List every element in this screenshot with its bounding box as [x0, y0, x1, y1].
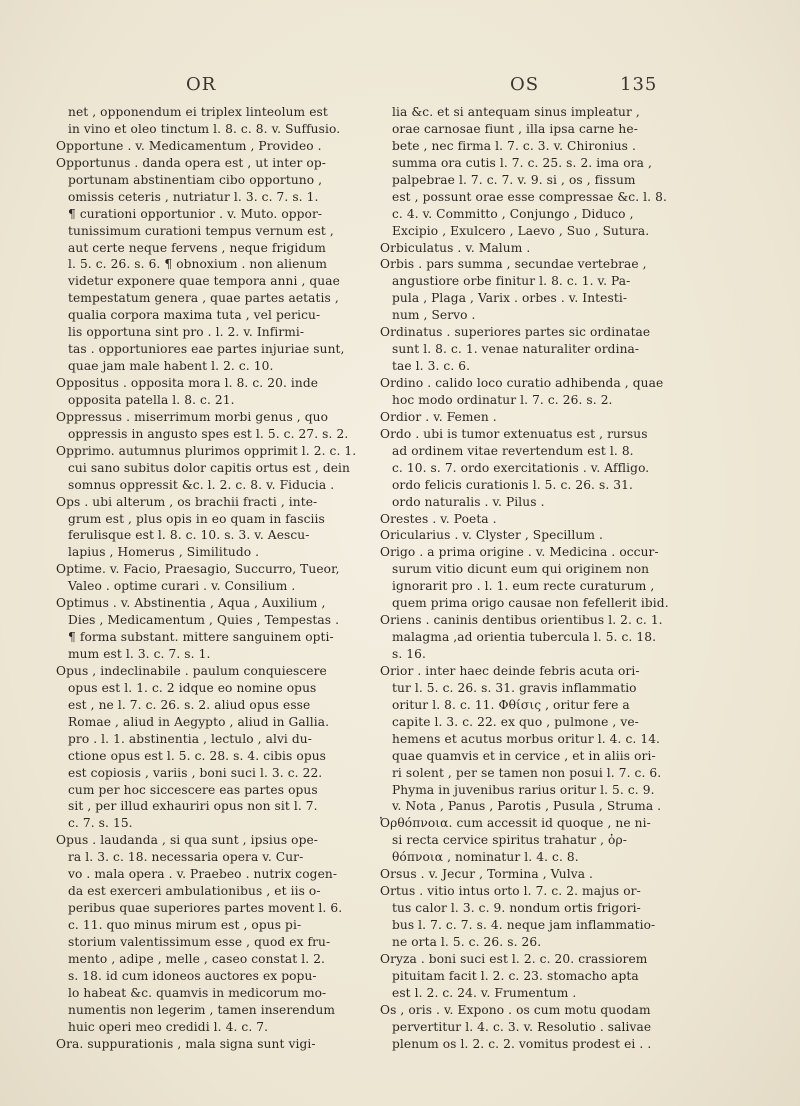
- text-line: ordo felicis curationis l. 5. c. 26. s. 31.: [392, 477, 633, 492]
- text-line: Optime. v. Facio, Praesagio, Succurro, Tueor,: [56, 562, 340, 577]
- text-line: Valeo . optime curari . v. Consilium .: [68, 579, 296, 594]
- text-line: somnus oppressit &c. l. 2. c. 8. v. Fiducia .: [68, 477, 335, 492]
- text-line: Opus , indeclinabile . paulum conquiescere: [56, 663, 327, 678]
- text-line: sunt l. 8. c. 1. venae naturaliter ordina-: [392, 342, 640, 357]
- text-line: Orior . inter haec deinde febris acuta ori-: [380, 663, 640, 678]
- text-line: Opportunus . danda opera est , ut inter op-: [56, 155, 326, 170]
- text-line: orae carnosae fiunt , illa ipsa carne he-: [392, 121, 638, 136]
- text-line: opus est l. 1. c. 2 idque eo nomine opus: [68, 680, 317, 695]
- text-line: pervertitur l. 4. c. 3. v. Resolutio . salivae: [392, 1019, 652, 1034]
- text-line: quae quamvis et in cervice , et in aliis ori-: [392, 748, 656, 763]
- text-line: ¶ curationi opportunior . v. Muto. oppor-: [68, 206, 323, 221]
- text-line: Phyma in juvenibus rarius oritur l. 5. c. 9.: [392, 782, 655, 797]
- text-line: Oppressus . miserrimum morbi genus , quo: [56, 409, 329, 424]
- text-line: Ordior . v. Femen .: [380, 409, 497, 424]
- text-line: pula , Plaga , Varix . orbes . v. Intesti-: [392, 291, 628, 306]
- text-line: capite l. 3. c. 22. ex quo , pulmone , ve-: [392, 714, 639, 729]
- text-line: tempestatum genera , quae partes aetatis ,: [68, 291, 339, 306]
- text-line: hemens et acutus morbus oritur l. 4. c. 14.: [392, 731, 661, 746]
- text-line: Optimus . v. Abstinentia , Aqua , Auxilium ,: [56, 596, 326, 611]
- text-line: lia &c. et si antequam sinus impleatur ,: [392, 105, 640, 119]
- text-line: angustiore orbe finitur l. 8. c. 1. v. Pa-: [392, 274, 631, 289]
- text-line: ctione opus est l. 5. c. 28. s. 4. cibis opus: [68, 748, 327, 763]
- text-line: Orsus . v. Jecur , Tormina , Vulva .: [380, 867, 594, 882]
- text-line: Romae , aliud in Aegypto , aliud in Gallia.: [68, 714, 330, 729]
- text-line: oppressis in angusto spes est l. 5. c. 27. s. 2.: [68, 426, 349, 441]
- text-line: quem prima origo causae non fefellerit ibid.: [392, 596, 669, 611]
- text-line: c. 10. s. 7. ordo exercitationis . v. Affligo.: [392, 460, 650, 475]
- text-line: Ora. suppurationis , mala signa sunt vigi-: [56, 1036, 316, 1051]
- text-line: lis opportuna sint pro . l. 2. v. Infirmi-: [68, 325, 305, 340]
- text-line: malagma ,ad orientia tubercula l. 5. c. 18.: [392, 630, 657, 645]
- text-line: Opprimo. autumnus plurimos opprimit l. 2. c. 1.: [56, 443, 357, 458]
- text-line: tae l. 3. c. 6.: [392, 359, 471, 374]
- text-line: ra l. 3. c. 18. necessaria opera v. Cur-: [68, 850, 304, 865]
- text-line: Orbis . pars summa , secundae vertebrae ,: [380, 257, 647, 272]
- text-line: Ortus . vitio intus orto l. 7. c. 2. majus or-: [380, 884, 641, 899]
- text-line: ignorarit pro . l. 1. eum recte curaturum ,: [392, 579, 655, 594]
- text-line: ri solent , per se tamen non posui l. 7. c. 6.: [392, 765, 662, 780]
- header-left-word: OR: [186, 74, 217, 95]
- text-line: qualia corpora maxima tuta , vel pericu-: [68, 308, 321, 323]
- text-line: num , Servo .: [392, 308, 476, 323]
- text-line: Oryza . boni suci est l. 2. c. 20. crassiorem: [380, 951, 648, 966]
- text-line: Ordino . calido loco curatio adhibenda , quae: [380, 376, 664, 390]
- text-line: mum est l. 3. c. 7. s. 1.: [68, 647, 211, 661]
- text-line: peribus quae superiores partes movent l. 6.: [68, 901, 343, 916]
- text-line: Dies , Medicamentum , Quies , Tempestas .: [68, 613, 340, 628]
- text-line: tas . opportuniores eae partes injuriae sunt,: [68, 342, 345, 357]
- text-line: c. 11. quo minus mirum est , opus pi-: [68, 918, 302, 932]
- text-line: si recta cervice spiritus trahatur , ὀρ-: [392, 833, 627, 848]
- text-line: numentis non legerim , tamen inserendum: [68, 1002, 336, 1017]
- text-line: Ὀρθόπνοια. cum accessit id quoque , ne ni-: [380, 816, 651, 831]
- text-line: s. 16.: [392, 647, 426, 661]
- text-line: oritur l. 8. c. 11. Φθίσις , oritur fere a: [392, 697, 630, 712]
- text-line: portunam abstinentiam cibo opportuno ,: [68, 172, 323, 187]
- text-line: Opus . laudanda , si qua sunt , ipsius ope-: [56, 833, 319, 848]
- text-line: hoc modo ordinatur l. 7. c. 26. s. 2.: [392, 392, 613, 407]
- text-line: cui sano subitus dolor capitis ortus est , dein: [68, 460, 350, 475]
- text-line: grum est , plus opis in eo quam in fasciis: [68, 511, 325, 526]
- text-line: videtur exponere quae tempora anni , quae: [68, 274, 340, 289]
- text-line: cum per hoc siccescere eas partes opus: [68, 782, 318, 797]
- text-line: vo . mala opera . v. Praebeo . nutrix cogen-: [68, 867, 338, 882]
- text-line: pro . l. 1. abstinentia , lectulo , alvi du-: [68, 731, 312, 746]
- text-line: lapius , Homerus , Similitudo .: [68, 545, 260, 560]
- text-line: ordo naturalis . v. Pilus .: [392, 494, 545, 509]
- text-line: surum vitio dicunt eum qui originem non: [392, 562, 650, 577]
- text-line: Orestes . v. Poeta .: [380, 511, 497, 526]
- text-line: v. Nota , Panus , Parotis , Pusula , Struma .: [392, 799, 662, 814]
- text-line: Ordo . ubi is tumor extenuatus est , rursus: [380, 426, 648, 441]
- text-line: tur l. 5. c. 26. s. 31. gravis inflammatio: [392, 680, 637, 695]
- text-line: est , ne l. 7. c. 26. s. 2. aliud opus esse: [68, 697, 311, 712]
- text-line: θόπνοια , nominatur l. 4. c. 8.: [392, 850, 579, 865]
- text-line: ne orta l. 5. c. 26. s. 26.: [392, 934, 542, 949]
- text-line: est , possunt orae esse compressae &c. l. 8.: [392, 189, 667, 204]
- text-line: Ordinatus . superiores partes sic ordinatae: [380, 325, 651, 340]
- text-line: Os , oris . v. Expono . os cum motu quodam: [380, 1002, 651, 1017]
- text-line: da est exerceri ambulationibus , et iis o-: [68, 884, 321, 899]
- text-line: Origo . a prima origine . v. Medicina . occur-: [380, 545, 659, 560]
- left-column: [56, 104, 374, 1053]
- text-line: ad ordinem vitae revertendum est l. 8.: [392, 443, 634, 458]
- text-line: palpebrae l. 7. c. 7. v. 9. si , os , fissum: [392, 172, 636, 187]
- text-line: tus calor l. 3. c. 9. nondum ortis frigori-: [392, 901, 641, 916]
- page-number: 135: [620, 74, 658, 95]
- text-line: l. 5. c. 26. s. 6. ¶ obnoxium . non alienum: [68, 257, 327, 272]
- text-line: ferulisque est l. 8. c. 10. s. 3. v. Aescu-: [68, 528, 310, 543]
- text-line: Opportune . v. Medicamentum , Provideo .: [56, 138, 322, 153]
- text-line: pituitam facit l. 2. c. 23. stomacho apta: [392, 968, 639, 983]
- text-line: summa ora cutis l. 7. c. 25. s. 2. ima ora ,: [392, 155, 652, 170]
- text-line: opposita patella l. 8. c. 21.: [68, 392, 235, 407]
- text-line: bus l. 7. c. 7. s. 4. neque jam inflammatio-: [392, 918, 656, 932]
- text-line: tunissimum curationi tempus vernum est ,: [68, 223, 334, 238]
- text-line: huic operi meo credidi l. 4. c. 7.: [68, 1019, 269, 1034]
- text-line: c. 7. s. 15.: [68, 816, 133, 831]
- text-line: Oppositus . opposita mora l. 8. c. 20. inde: [56, 376, 319, 390]
- running-header: [0, 74, 800, 100]
- text-line: net , opponendum ei triplex linteolum est: [68, 105, 328, 119]
- text-line: storium valentissimum esse , quod ex fru-: [68, 934, 331, 949]
- text-line: Orbiculatus . v. Malum .: [380, 240, 531, 255]
- text-line: sit , per illud exhauriri opus non sit l. 7.: [68, 799, 318, 814]
- text-line: mento , adipe , melle , caseo constat l. 2.: [68, 951, 326, 966]
- text-line: quae jam male habent l. 2. c. 10.: [68, 359, 274, 374]
- text-line: omissis ceteris , nutriatur l. 3. c. 7. s. 1.: [68, 189, 319, 204]
- text-line: lo habeat &c. quamvis in medicorum mo-: [68, 985, 327, 1000]
- text-line: est copiosis , variis , boni suci l. 3. c. 22.: [68, 765, 323, 780]
- text-line: c. 4. v. Committo , Conjungo , Diduco ,: [392, 206, 634, 221]
- text-line: est l. 2. c. 24. v. Frumentum .: [392, 985, 577, 1000]
- text-line: aut certe neque fervens , neque frigidum: [68, 240, 326, 255]
- text-line: Oricularius . v. Clyster , Specillum .: [380, 528, 603, 543]
- text-line: Oriens . caninis dentibus orientibus l. 2. c. 1.: [380, 613, 663, 628]
- text-line: Ops . ubi alterum , os brachii fracti , inte-: [56, 494, 318, 509]
- text-line: bete , nec firma l. 7. c. 3. v. Chironius .: [392, 138, 636, 153]
- right-column: [380, 104, 698, 1053]
- text-line: s. 18. id cum idoneos auctores ex popu-: [68, 968, 317, 983]
- text-line: ¶ forma substant. mittere sanguinem opti-: [68, 630, 334, 645]
- text-line: plenum os l. 2. c. 2. vomitus prodest ei . .: [392, 1036, 652, 1051]
- header-right-word: OS: [510, 74, 540, 95]
- text-line: in vino et oleo tinctum l. 8. c. 8. v. Suffusio.: [68, 121, 341, 136]
- text-line: Excipio , Exulcero , Laevo , Suo , Sutura.: [392, 223, 650, 238]
